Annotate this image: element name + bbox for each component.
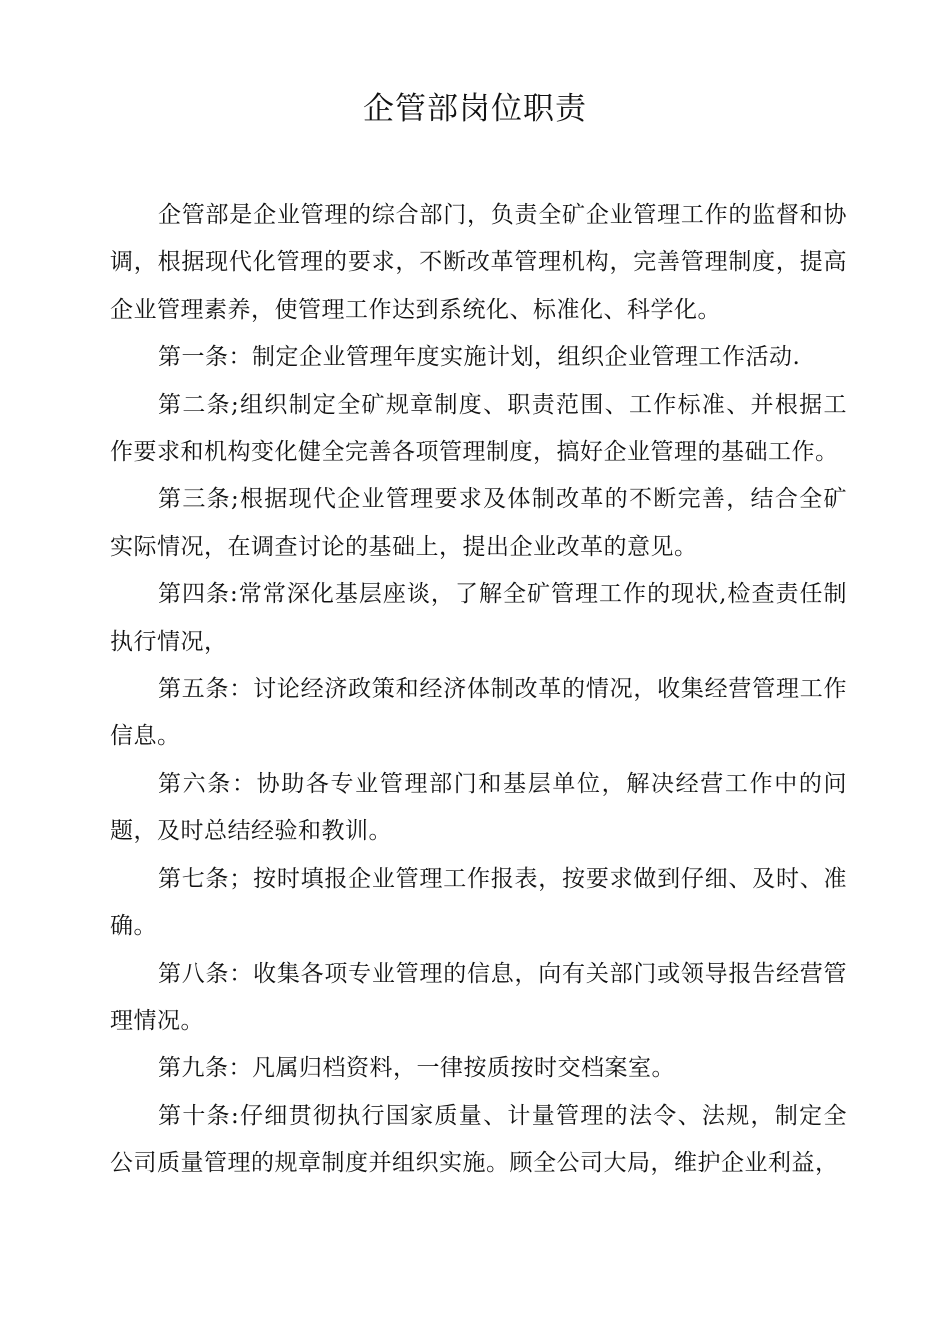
paragraph-article-8: 第八条：收集各项专业管理的信息，向有关部门或领导报告经营管理情况。 bbox=[110, 960, 847, 1034]
paragraph-article-9: 第九条：凡属归档资料，一律按质按时交档案室。 bbox=[158, 1055, 675, 1082]
paragraph-article-7: 第七条；按时填报企业管理工作报表，按要求做到仔细、及时、准确。 bbox=[110, 865, 847, 940]
document-body bbox=[110, 192, 847, 1188]
paragraph-article-5: 第五条：讨论经济政策和经济体制改革的情况，收集经营管理工作信息。 bbox=[110, 676, 847, 750]
paragraph-article-10: 第十条:仔细贯彻执行国家质量、计量管理的法令、法规，制定全公司质量管理的规章制度并组织实施。顾全公司大局，维护企业利益， bbox=[110, 1102, 847, 1177]
paragraph-article-6: 第六条：协助各专业管理部门和基层单位，解决经营工作中的问题，及时总结经验和教训。 bbox=[110, 770, 847, 845]
paragraph-article-3: 第三条;根据现代企业管理要求及体制改革的不断完善，结合全矿实际情况，在调查讨论的基础上，提出企业改革的意见。 bbox=[110, 486, 847, 560]
page-title: 企管部岗位职责 bbox=[363, 91, 587, 127]
paragraph-article-1: 第一条：制定企业管理年度实施计划，组织企业管理工作活动. bbox=[158, 344, 801, 371]
paragraph-article-4: 第四条:常常深化基层座谈，了解全矿管理工作的现状,检查责任制执行情况， bbox=[110, 581, 847, 655]
paragraph-intro: 企管部是企业管理的综合部门，负责全矿企业管理工作的监督和协调，根据现代化管理的要求，不断改革管理机构，完善管理制度，提高企业管理素养，使管理工作达到系统化、标准化、科学化。 bbox=[110, 202, 847, 323]
paragraph-article-2: 第二条;组织制定全矿规章制度、职责范围、工作标准、并根据工作要求和机构变化健全完善各项管理制度，搞好企业管理的基础工作。 bbox=[110, 391, 847, 466]
